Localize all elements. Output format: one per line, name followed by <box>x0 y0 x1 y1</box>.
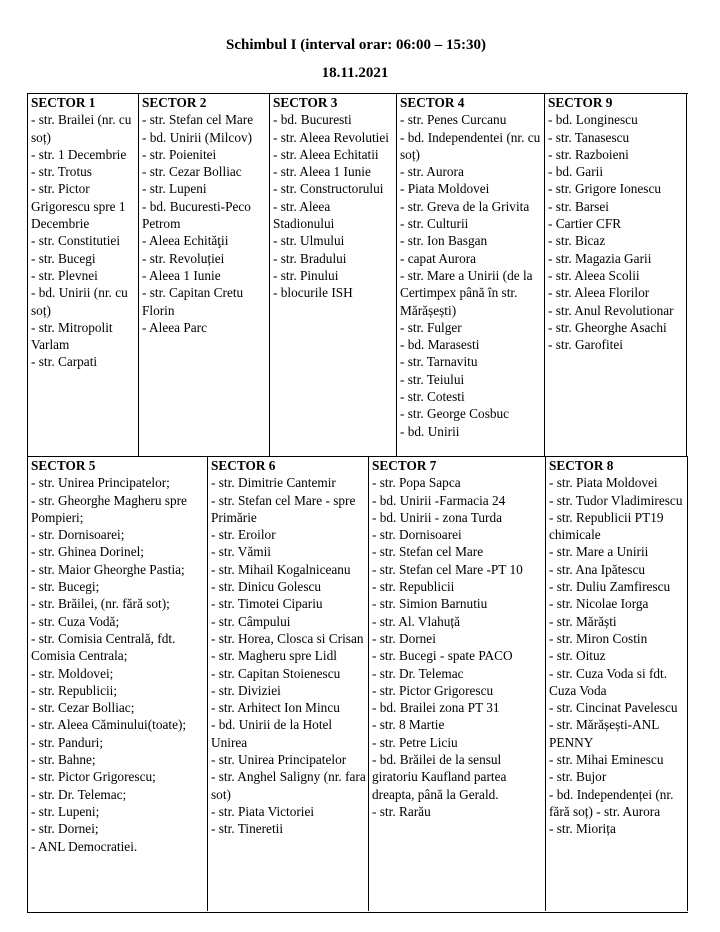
sector-2-header: SECTOR 2 <box>142 95 207 110</box>
sector-3-streets <box>273 111 394 301</box>
street-item: - str. Aleea Florilor <box>548 285 650 301</box>
street-item: - str. Culturii <box>400 216 469 232</box>
street-item: - str. Pictor Grigorescu; <box>31 769 156 785</box>
sector-1-streets <box>31 111 136 370</box>
street-item: - str. Dornei; <box>31 821 99 837</box>
street-item: - Cartier CFR <box>548 216 622 232</box>
street-item: - bd. Unirii (nr. cu soț) <box>31 285 128 318</box>
street-item: - Aleea 1 Iunie <box>142 267 221 283</box>
street-item: - str. Penes Curcanu <box>400 112 507 128</box>
street-item: - str. Piata Victoriei <box>211 803 315 819</box>
street-item: - str. Pinului <box>273 267 339 283</box>
sector-6-streets <box>211 474 366 837</box>
street-item: - Aleea Echităţii <box>142 233 229 249</box>
street-item: - str. Ana Ipătescu <box>549 561 646 577</box>
street-item: - str. Timotei Cipariu <box>211 596 323 612</box>
street-item: - Aleea Parc <box>142 319 207 335</box>
street-item: - str. Aurora <box>400 164 464 180</box>
street-item: - str. Cuza Vodă; <box>31 613 120 629</box>
street-item: - str. Rarău <box>372 803 431 819</box>
street-item: - str. Trotus <box>31 164 92 180</box>
street-item: - str. Unirea Principatelor; <box>31 475 170 491</box>
street-item: - str. Mihai Eminescu <box>549 752 664 768</box>
street-item: - str. Lupeni <box>142 181 207 197</box>
sector-table-row-2 <box>27 456 688 913</box>
street-item: - ANL Democratiei. <box>31 838 138 854</box>
sector-6-cell <box>208 457 369 911</box>
street-item: - str. Aleea Căminului(toate); <box>31 717 187 733</box>
street-item: - str. Horea, Closca si Crisan <box>211 630 364 646</box>
street-item: - str. Bahne; <box>31 752 96 768</box>
street-item: - str. Pictor Grigorescu <box>372 682 494 698</box>
street-item: - str. Oituz <box>549 648 606 664</box>
street-item: - str. Unirea Principatelor <box>211 752 347 768</box>
street-item: - blocurile ISH <box>273 285 353 301</box>
schedule-date: 18.11.2021 <box>321 65 389 81</box>
street-item: - str. Lupeni; <box>31 803 100 819</box>
street-item: - bd. Longinescu <box>548 112 638 128</box>
sector-4-cell <box>397 94 545 457</box>
street-item: - Piata Moldovei <box>400 181 490 197</box>
street-item: - str. Aleea Scolii <box>548 267 640 283</box>
street-item: - str. Duliu Zamfirescu <box>549 579 671 595</box>
sector-3-header: SECTOR 3 <box>273 95 338 110</box>
street-item: - str. Garofitei <box>548 337 623 353</box>
street-item: - str. Razboieni <box>548 146 629 162</box>
street-item: - str. Revoluției <box>142 250 225 266</box>
street-item: - str. Tanasescu <box>548 129 630 145</box>
street-item: - str. Bicaz <box>548 233 606 249</box>
sector-7-cell <box>369 457 546 911</box>
street-item: - str. Ghinea Dorinel; <box>31 544 144 560</box>
street-item: - str. Fulger <box>400 319 462 335</box>
street-item: - str. Cezar Bolliac; <box>31 700 135 716</box>
street-item: - bd. Unirii - zona Turda <box>372 509 503 525</box>
street-item: - str. Brăilei, (nr. fără sot); <box>31 596 170 612</box>
sector-6-header: SECTOR 6 <box>211 458 276 473</box>
street-item: - str. Constitutiei <box>31 233 121 249</box>
street-item: - bd. Garii <box>548 164 604 180</box>
street-item: - str. Ion Basgan <box>400 233 488 249</box>
street-item: - str. Teiului <box>400 371 465 387</box>
street-item: - str. Mărășești-ANL PENNY <box>549 717 659 750</box>
sector-7-header: SECTOR 7 <box>372 458 437 473</box>
street-item: - bd. Bucuresti <box>273 112 352 128</box>
street-item: - str. 8 Martie <box>372 717 445 733</box>
sector-2-cell <box>139 94 270 457</box>
street-item: - bd. Independentei (nr. cu soț) <box>400 129 541 162</box>
schedule-title: Schimbul I (interval orar: 06:00 – 15:30) <box>226 37 486 53</box>
street-item: - str. Cincinat Pavelescu <box>549 700 678 716</box>
street-item: - str. Dornisoarei <box>372 527 462 543</box>
street-item: - str. Plevnei <box>31 267 98 283</box>
street-item: - str. Poienitei <box>142 146 217 162</box>
street-item: - str. Stefan cel Mare -PT 10 <box>372 561 523 577</box>
sector-8-header: SECTOR 8 <box>549 458 614 473</box>
street-item: - str. Stefan cel Mare - spre Primărie <box>211 492 356 525</box>
sector-5-header: SECTOR 5 <box>31 458 96 473</box>
street-item: - bd. Independenței (nr. fără soț) - str. Aurora <box>549 786 674 819</box>
street-item: - capat Aurora <box>400 250 477 266</box>
street-item: - bd. Marasesti <box>400 337 480 353</box>
street-item: - str. Bujor <box>549 769 607 785</box>
street-item: - bd. Bucuresti-Peco Petrom <box>142 198 251 232</box>
street-item: - str. Dornisoarei; <box>31 527 125 543</box>
street-item: - str. Aleea Echitatii <box>273 146 379 162</box>
sector-5-streets <box>31 474 205 855</box>
street-item: - str. Aleea Stadionului <box>273 198 335 232</box>
street-item: - bd. Unirii <box>400 423 460 439</box>
street-item: - str. Maior Gheorghe Pastia; <box>31 561 185 577</box>
street-item: - bd. Unirii de la Hotel Unirea <box>211 717 333 750</box>
street-item: - str. Ulmului <box>273 233 345 249</box>
street-item: - bd. Brăilei de la sensul giratoriu Kaufland partea dreapta, până la Gerald. <box>372 752 507 802</box>
street-item: - str. Câmpului <box>211 613 291 629</box>
street-item: - str. Tineretii <box>211 821 284 837</box>
street-item: - str. Gheorghe Magheru spre Pompieri; <box>31 492 187 525</box>
street-item: - str. Vămii <box>211 544 271 560</box>
street-item: - str. George Cosbuc <box>400 406 510 422</box>
street-item: - str. Mihail Kogalniceanu <box>211 561 351 577</box>
street-item: - str. Magazia Garii <box>548 250 652 266</box>
street-item: - str. 1 Decembrie <box>31 146 127 162</box>
street-item: - str. Cotesti <box>400 389 465 405</box>
sector-8-cell <box>546 457 688 911</box>
street-item: - str. Al. Vlahuță <box>372 613 461 629</box>
street-item: - str. Petre Liciu <box>372 734 458 750</box>
street-item: - str. Stefan cel Mare <box>142 112 254 128</box>
street-item: - str. Simion Barnutiu <box>372 596 488 612</box>
street-item: - str. Bucegi - spate PACO <box>372 648 513 664</box>
street-item: - str. Grigore Ionescu <box>548 181 661 197</box>
street-item: - str. Stefan cel Mare <box>372 544 484 560</box>
street-item: - str. Cezar Bolliac <box>142 164 242 180</box>
street-item: - str. Piata Moldovei <box>549 475 658 491</box>
sector-9-header: SECTOR 9 <box>548 95 613 110</box>
street-item: - str. Miorița <box>549 821 616 837</box>
street-item: - str. Tarnavitu <box>400 354 478 370</box>
street-item: - str. Brailei (nr. cu soț) <box>31 112 132 145</box>
street-item: - str. Cuza Voda si fdt. Cuza Voda <box>549 665 668 698</box>
street-item: - str. Tudor Vladimirescu <box>549 492 683 508</box>
street-item: - str. Panduri; <box>31 734 104 750</box>
sector-4-streets <box>400 111 542 440</box>
street-item: - str. Nicolae Iorga <box>549 596 649 612</box>
street-item: - bd. Unirii -Farmacia 24 <box>372 492 506 508</box>
street-item: - str. Aleea Revolutiei <box>273 129 389 145</box>
street-item: - str. Bucegi <box>31 250 96 266</box>
street-item: - str. Dornei <box>372 630 436 646</box>
sector-7-streets <box>372 474 543 820</box>
sector-9-streets <box>548 111 684 353</box>
street-item: - str. Miron Costin <box>549 630 648 646</box>
street-item: - str. Gheorghe Asachi <box>548 319 667 335</box>
street-item: - str. Moldovei; <box>31 665 114 681</box>
street-item: - str. Diviziei <box>211 682 281 698</box>
sector-8-streets <box>549 474 685 837</box>
sector-5-cell <box>28 457 208 911</box>
street-item: - str. Dinicu Golescu <box>211 579 322 595</box>
street-item: - str. Republicii <box>372 579 455 595</box>
street-item: - str. Bradului <box>273 250 347 266</box>
street-item: - str. Capitan Stoienescu <box>211 665 341 681</box>
street-item: - str. Constructorului <box>273 181 384 197</box>
sector-9-cell <box>545 94 687 457</box>
street-item: - str. Capitan Cretu Florin <box>142 285 244 318</box>
street-item: - str. Barsei <box>548 198 609 214</box>
street-item: - str. Bucegi; <box>31 579 100 595</box>
street-item: - str. Magheru spre Lidl <box>211 648 337 664</box>
sector-table-row-1 <box>27 93 688 457</box>
street-item: - str. Pictor Grigorescu spre 1 Decembrie <box>31 181 126 232</box>
street-item: - str. Aleea 1 Iunie <box>273 164 371 180</box>
sector-1-cell <box>28 94 139 457</box>
street-item: - str. Anul Revolutionar <box>548 302 674 318</box>
sector-1-header: SECTOR 1 <box>31 95 96 110</box>
street-item: - bd. Brailei zona PT 31 <box>372 700 500 716</box>
street-item: - str. Carpati <box>31 354 98 370</box>
street-item: - str. Dr. Telemac; <box>31 786 127 802</box>
street-item: - str. Mitropolit Varlam <box>31 319 113 353</box>
street-item: - str. Eroilor <box>211 527 276 543</box>
street-item: - str. Republicii; <box>31 682 118 698</box>
sector-3-cell <box>270 94 397 457</box>
sector-2-streets <box>142 111 267 336</box>
street-item: - str. Greva de la Grivita <box>400 198 530 214</box>
street-item: - str. Dr. Telemac <box>372 665 464 681</box>
street-item: - str. Mare a Unirii (de la Certimpex până în str. Mărășești) <box>400 267 533 318</box>
street-item: - str. Dimitrie Cantemir <box>211 475 336 491</box>
street-item: - str. Comisia Centrală, fdt. Comisia Centrala; <box>31 630 176 664</box>
street-item: - str. Arhitect Ion Mincu <box>211 700 340 716</box>
street-item: - str. Mărăști <box>549 613 617 629</box>
street-item: - str. Republicii PT19 chimicale <box>549 509 664 543</box>
street-item: - str. Mare a Unirii <box>549 544 649 560</box>
sector-4-header: SECTOR 4 <box>400 95 465 110</box>
street-item: - str. Popa Sapca <box>372 475 461 491</box>
street-item: - bd. Unirii (Milcov) <box>142 129 253 145</box>
street-item: - str. Anghel Saligny (nr. fara sot) <box>211 769 366 802</box>
